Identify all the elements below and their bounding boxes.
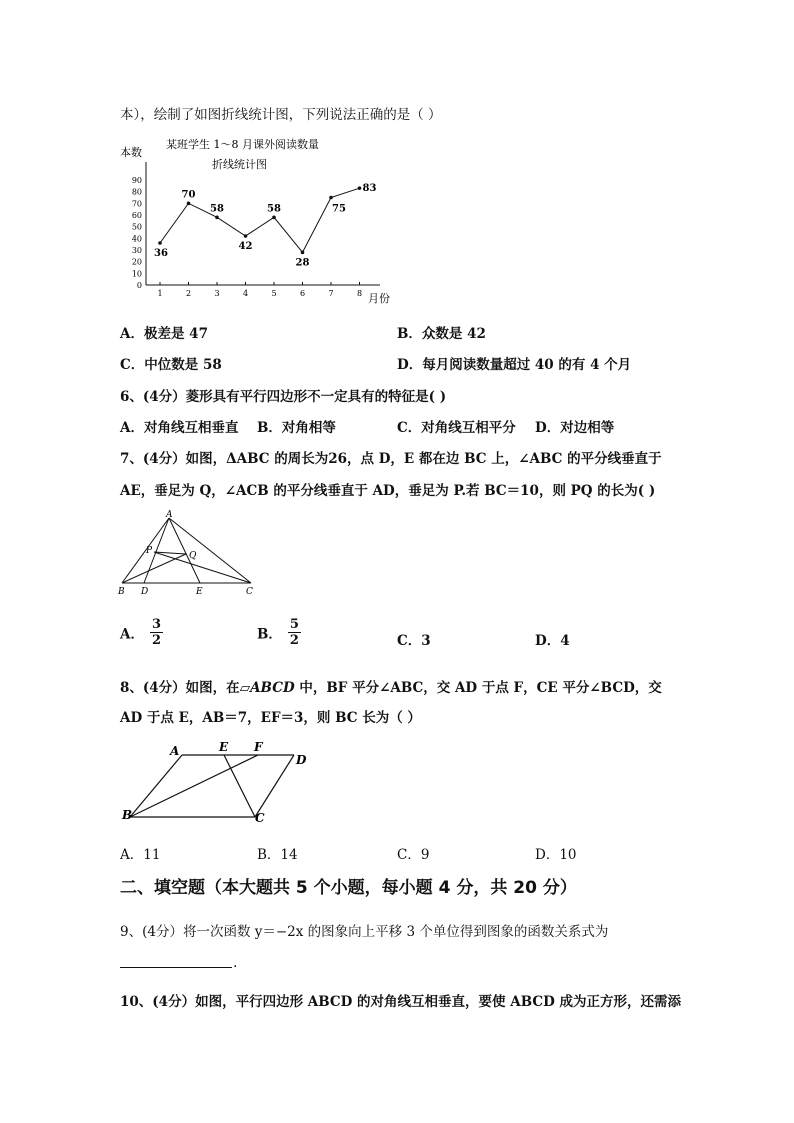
chart-y-label: 本数 <box>120 146 142 159</box>
q7-label-p: P <box>146 546 153 556</box>
q7-option-a-denominator: 2 <box>151 633 162 648</box>
q7-option-a-label: A． <box>120 626 144 643</box>
q7-label-e: E <box>196 587 203 597</box>
data-label: 83 <box>362 183 377 195</box>
q8-label-c: C <box>255 811 265 825</box>
q8-stem-line1 <box>120 676 662 696</box>
q7-stem-line1: 7、(4分）如图，ΔABC 的周长为26，点 D，E 都在边 BC 上，∠ABC 的平分线垂直于 <box>120 451 662 467</box>
q10-stem: 10、(4分）如图，平行四边形 ABCD 的对角线互相垂直，要使 ABCD 成为正方形，还需添 <box>120 994 682 1010</box>
x-tick-label: 7 <box>328 289 334 298</box>
q9-stem: 9、(4分）将一次函数 y＝−2x 的图象向上平移 3 个单位得到图象的函数关系式为 <box>120 924 609 940</box>
y-tick-label: 20 <box>131 257 142 267</box>
data-label: 75 <box>332 203 346 215</box>
y-tick-label: 60 <box>131 211 142 220</box>
q6-option-a[interactable]: A．对角线互相垂直 <box>120 420 239 436</box>
data-point <box>358 186 362 190</box>
line-chart <box>118 130 408 310</box>
y-tick-label: 50 <box>131 222 142 232</box>
x-tick-label: 2 <box>185 289 192 298</box>
q7-label-a: A <box>166 510 173 520</box>
q5-option-a[interactable]: A．极差是 47 <box>120 326 208 342</box>
data-label: 28 <box>295 257 310 269</box>
x-tick-label: 5 <box>271 289 277 298</box>
data-point <box>244 234 248 238</box>
q7-option-b-fraction <box>288 617 301 648</box>
q7-stem-line2: AE，垂足为 Q，∠ACB 的平分线垂直于 AD，垂足为 P.若 BC＝10，则 PQ 的长为( ) <box>120 483 656 499</box>
q7-option-a-numerator: 3 <box>151 617 162 632</box>
q8-stem-prefix: 8、(4分）如图，在 <box>120 680 240 696</box>
q8-label-b: B <box>122 808 133 822</box>
data-label: 70 <box>181 189 196 201</box>
x-tick-label: 4 <box>242 289 249 298</box>
q8-label-f: F <box>254 740 263 754</box>
q7-option-b-denominator: 2 <box>289 633 299 648</box>
chart-x-label: 月份 <box>368 292 390 305</box>
q7-option-b[interactable] <box>257 617 301 648</box>
x-tick-label: 6 <box>299 289 306 298</box>
q8-label-d: D <box>296 753 307 767</box>
q8-stem-rest: 中，BF 平分∠ABC，交 AD 于点 F，CE 平分∠BCD，交 <box>294 680 662 696</box>
y-tick-label: 70 <box>131 199 142 209</box>
y-tick-label: 80 <box>131 187 142 197</box>
q7-triangle-figure <box>114 508 264 600</box>
q7-option-c[interactable]: C．3 <box>397 633 431 649</box>
q8-stem-line2: AD 于点 E，AB＝7，EF＝3，则 BC 长为（ ） <box>120 710 421 726</box>
q9-end-mark: . <box>233 955 238 971</box>
data-label: 36 <box>154 248 168 259</box>
q6-option-d[interactable]: D．对边相等 <box>535 420 615 436</box>
q8-option-d[interactable]: D．10 <box>535 847 577 863</box>
data-point <box>215 216 219 220</box>
q7-label-c: C <box>246 587 253 597</box>
q8-label-e: E <box>219 740 229 754</box>
data-label: 42 <box>238 241 253 252</box>
q5-option-d[interactable]: D．每月阅读数量超过 40 的有 4 个月 <box>397 357 632 373</box>
q7-option-d[interactable]: D．4 <box>535 633 570 649</box>
q7-label-q: Q <box>189 551 197 561</box>
y-tick-label: 90 <box>131 176 142 185</box>
q7-option-b-numerator: 5 <box>289 617 299 632</box>
q8-label-a: A <box>170 744 180 758</box>
q7-label-b: B <box>118 587 125 597</box>
y-tick-label: 40 <box>131 234 142 244</box>
q5-option-c[interactable]: C．中位数是 58 <box>120 357 222 373</box>
y-tick-label: 30 <box>131 246 142 255</box>
data-point <box>329 196 333 200</box>
question-5-intro: 本），绘制了如图折线统计图，下列说法正确的是（ ） <box>120 107 442 123</box>
q6-stem: 6、(4分）菱形具有平行四边形不一定具有的特征是( ) <box>120 389 447 405</box>
chart-title: 某班学生 1～8 月课外阅读数量 <box>166 138 319 151</box>
data-label: 58 <box>210 203 224 215</box>
q6-option-b[interactable]: B．对角相等 <box>257 420 336 436</box>
q9-answer-blank[interactable] <box>120 957 232 968</box>
q8-parallelogram-figure <box>118 736 318 828</box>
q6-option-c[interactable]: C．对角线互相平分 <box>397 420 516 436</box>
data-point <box>187 202 191 206</box>
q7-option-a[interactable] <box>120 617 163 648</box>
chart-subtitle: 折线统计图 <box>212 158 267 171</box>
data-point <box>272 216 276 220</box>
q8-option-a[interactable]: A．11 <box>120 847 161 863</box>
y-tick-label: 0 <box>136 281 142 290</box>
q8-parallelogram-symbol: ▱ABCD <box>239 680 295 696</box>
section-heading: 二、填空题（本大题共 5 个小题，每小题 4 分，共 20 分） <box>120 878 577 898</box>
q7-option-b-label: B． <box>257 626 282 643</box>
x-tick-label: 1 <box>157 289 163 298</box>
y-tick-label: 10 <box>131 269 142 279</box>
q8-option-c[interactable]: C．9 <box>397 847 430 863</box>
q7-option-a-fraction <box>150 617 163 648</box>
x-tick-label: 8 <box>356 289 363 298</box>
q7-label-d: D <box>141 587 149 597</box>
data-point <box>158 241 162 245</box>
q8-option-b[interactable]: B．14 <box>257 847 298 863</box>
x-tick-label: 3 <box>214 289 220 298</box>
q5-option-b[interactable]: B．众数是 42 <box>397 326 486 342</box>
data-point <box>301 251 305 255</box>
data-label: 58 <box>267 203 281 215</box>
